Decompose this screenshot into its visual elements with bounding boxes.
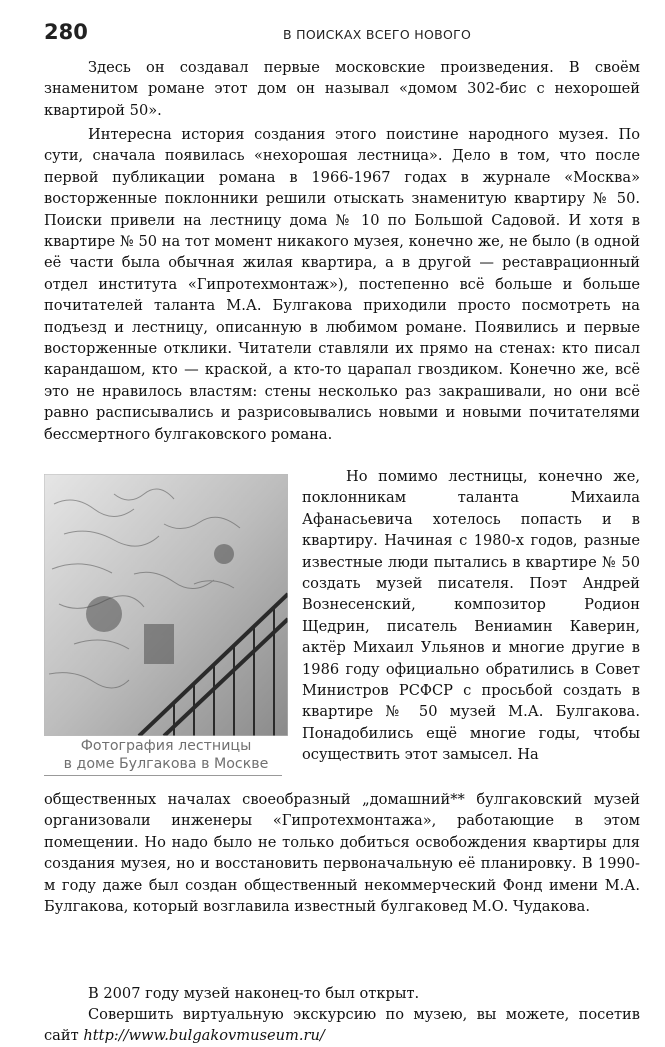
staircase-photo-image	[44, 474, 288, 736]
photo-caption	[44, 738, 288, 773]
paragraph-6-body: Совершить виртуальную экскурсию по музею, вы можете, посетив сайт	[44, 1006, 640, 1045]
paragraph-1	[44, 57, 640, 121]
caption-rule	[44, 775, 282, 776]
paragraph-4-text: общественных началах своеобразный „домашний** булгаковский музей организовали инженеры «Гипротехмонтажа», работающие в этом помещении. Но надо было не только добиться освобождения квартиры для создания музея, но и восстановить первоначальную её планировку. В 1990-м году даже был создан общественный некоммерческий Фонд имени М.А. Булгакова, который возглавила известный булгаковед М.О. Чудакова.	[44, 791, 640, 916]
museum-website-link[interactable]: http://www.bulgakovmuseum.ru/	[83, 1027, 325, 1045]
caption-line-2: в доме Булгакова в Москве	[63, 755, 269, 772]
paragraph-2-text: Интересна история создания этого поистине народного музея. По сути, сначала появилась «нехорошая лестница». Дело в том, что после первой публикации романа в 1966-1967 годах в журнале «Москва» восторженные поклонники решили отыскать знаменитую квартиру № 50. Поиски привели на лестницу дома № 10 по Большой Садовой. И хотя в квартире № 50 на тот момент никакого музея, конечно же, не было (в одной её части была обычная жилая квартира, а в другой — реставрационный отдел института «Гипротехмонтаж»), постепенно всё больше и больше почитателей таланта М.А. Булгакова приходили просто посмотреть на подъезд и лестницу, описанную в любимом романе. Появились и первые восторженные отклики. Читатели ставляли их прямо на стенах: кто писал карандашом, кто — краской, а кто-то царапал гвоздиком. Конечно же, всё это не нравилось властям: стены несколько раз закрашивали, но они всё равно расписывались и разрисовывались новыми и новыми почитателями бессмертного булгаковского романа.	[44, 126, 640, 443]
paragraph-4	[44, 789, 640, 917]
paragraph-3-text: Но помимо лестницы, конечно же, поклонникам таланта Михаила Афанасьевича хотелось попасть и в квартиру. Начиная с 1980-х годов, разные известные люди пытались в квартире № 50 создать музей писателя. Поэт Андрей Вознесенский, композитор Родион Щедрин, писатель Вениамин Каверин, актёр Михаил Ульянов и многие другие в 1986 году официально обратились в Совет Министров РСФСР с просьбой создать в квартире № 50 музей М.А. Булгакова. Понадобились ещё многие годы, чтобы осуществить этот замысел. На	[302, 468, 640, 764]
paragraph-6	[44, 1004, 640, 1047]
paragraph-3	[302, 466, 640, 766]
page-number: 280	[44, 20, 88, 44]
paragraph-2	[44, 124, 640, 445]
staircase-photo	[44, 474, 288, 736]
running-title: В ПОИСКАХ ВСЕГО НОВОГО	[283, 27, 472, 42]
paragraph-1-text: Здесь он создавал первые московские произведения. В своём знаменитом романе этот дом он называл «домом 302-бис с нехорошей квартирой 50».	[44, 59, 640, 119]
paragraph-6-text	[44, 1004, 640, 1047]
paragraph-5	[44, 983, 640, 1004]
paragraph-5-text: В 2007 году музей наконец-то был открыт.	[88, 985, 420, 1002]
caption-line-1: Фотография лестницы	[80, 738, 252, 754]
